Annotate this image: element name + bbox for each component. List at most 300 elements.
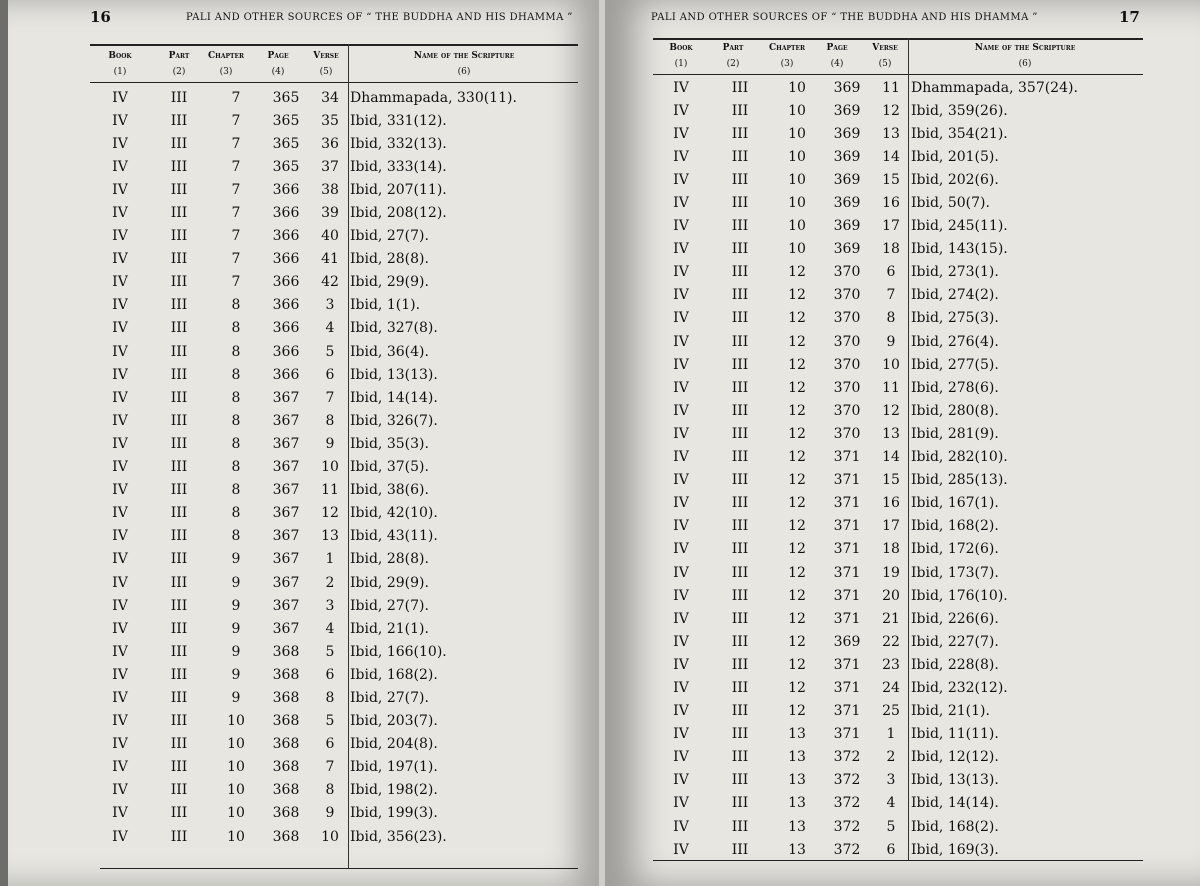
chapter-cell: 10 (788, 125, 806, 142)
table-row (92, 686, 517, 709)
table-row (92, 340, 517, 363)
chapter-cell: 10 (788, 218, 806, 235)
part-cell: III (731, 218, 749, 235)
book-cell: IV (673, 841, 689, 858)
part-cell: III (170, 228, 188, 245)
book-cell: IV (112, 158, 128, 175)
chapter-cell: 7 (231, 112, 241, 129)
verse-cell: 39 (321, 205, 339, 222)
verse-cell: 10 (321, 828, 339, 845)
column-header-scripture: Name of the Scripture (6) (413, 51, 515, 77)
verse-cell: 41 (321, 251, 339, 268)
verse-cell: 11 (882, 379, 900, 396)
book-cell: IV (673, 425, 689, 442)
page-cell: 369 (833, 171, 861, 188)
page-cell: 371 (833, 518, 861, 535)
verse-cell: 6 (886, 264, 896, 281)
book-cell: IV (673, 679, 689, 696)
page-cell: 368 (272, 666, 300, 683)
chapter-cell: 12 (788, 541, 806, 558)
table-row (92, 409, 517, 432)
table-row (653, 238, 1078, 261)
book-cell: IV (112, 112, 128, 129)
verse-cell: 24 (882, 679, 900, 696)
scripture-cell: Ibid, 21(1). (350, 620, 429, 637)
part-cell: III (170, 89, 188, 106)
verse-cell: 10 (882, 356, 900, 373)
verse-cell: 5 (325, 643, 335, 660)
table-row (653, 215, 1078, 238)
page-cell: 367 (272, 389, 300, 406)
part-cell: III (170, 112, 188, 129)
part-cell: III (170, 412, 188, 429)
page-cell: 365 (272, 135, 300, 152)
verse-cell: 3 (325, 297, 335, 314)
scripture-cell: Ibid, 167(1). (911, 495, 999, 512)
page-cell: 367 (272, 412, 300, 429)
table-row (92, 571, 517, 594)
page-cell: 372 (833, 841, 861, 858)
page-cell: 372 (833, 772, 861, 789)
scripture-cell: Dhammapada, 330(11). (350, 89, 517, 106)
book-cell: IV (673, 264, 689, 281)
scripture-cell: Ibid, 1(1). (350, 297, 421, 314)
chapter-cell: 10 (227, 759, 245, 776)
page-cell: 369 (833, 195, 861, 212)
part-cell: III (731, 541, 749, 558)
verse-cell: 12 (882, 402, 900, 419)
scripture-cell: Ibid, 281(9). (911, 425, 999, 442)
page-cell: 367 (272, 597, 300, 614)
table-row (92, 317, 517, 340)
part-cell: III (731, 102, 749, 119)
verse-cell: 8 (325, 782, 335, 799)
verse-cell: 16 (882, 195, 900, 212)
chapter-cell: 13 (788, 749, 806, 766)
page-cell: 370 (833, 287, 861, 304)
header-bottom-rule (653, 74, 1143, 75)
scripture-cell: Ibid, 13(13). (350, 366, 438, 383)
page-cell: 371 (833, 541, 861, 558)
part-cell: III (170, 205, 188, 222)
book-cell: IV (673, 449, 689, 466)
part-cell: III (170, 505, 188, 522)
scripture-cell: Ibid, 168(2). (350, 666, 438, 683)
chapter-cell: 12 (788, 610, 806, 627)
book-cell: IV (112, 251, 128, 268)
running-head: PALI AND OTHER SOURCES OF “ THE BUDDHA AND HIS DHAMMA ” (651, 12, 1038, 23)
scripture-cell: Ibid, 38(6). (350, 482, 429, 499)
page-cell: 367 (272, 435, 300, 452)
scripture-cell: Ibid, 326(7). (350, 412, 438, 429)
table-row (653, 399, 1078, 422)
column-header-scripture: Name of the Scripture (6) (974, 43, 1076, 69)
page-cell: 370 (833, 402, 861, 419)
scripture-cell: Ibid, 143(15). (911, 241, 1008, 258)
verse-cell: 6 (325, 666, 335, 683)
page-cell: 369 (833, 148, 861, 165)
table-row (92, 456, 517, 479)
table-row (653, 561, 1078, 584)
chapter-cell: 7 (231, 89, 241, 106)
chapter-cell: 8 (231, 366, 241, 383)
verse-cell: 8 (886, 310, 896, 327)
part-cell: III (731, 772, 749, 789)
table-row (92, 201, 517, 224)
chapter-cell: 12 (788, 287, 806, 304)
part-cell: III (170, 297, 188, 314)
scripture-cell: Ibid, 331(12). (350, 112, 447, 129)
page-cell: 370 (833, 356, 861, 373)
part-cell: III (170, 620, 188, 637)
book-cell: IV (112, 782, 128, 799)
table-row (92, 502, 517, 525)
part-cell: III (170, 805, 188, 822)
part-cell: III (731, 195, 749, 212)
page-cell: 366 (272, 205, 300, 222)
table-row (92, 594, 517, 617)
part-cell: III (731, 241, 749, 258)
book-cell: IV (673, 148, 689, 165)
part-cell: III (731, 749, 749, 766)
part-cell: III (170, 782, 188, 799)
book-cell: IV (673, 171, 689, 188)
verse-cell: 5 (325, 343, 335, 360)
table-row (653, 630, 1078, 653)
part-cell: III (170, 828, 188, 845)
scripture-cell: Ibid, 275(3). (911, 310, 999, 327)
table-row (92, 155, 517, 178)
verse-cell: 3 (325, 597, 335, 614)
column-header-page: Page (4) (826, 43, 848, 69)
scripture-cell: Ibid, 273(1). (911, 264, 999, 281)
verse-cell: 13 (882, 125, 900, 142)
part-cell: III (731, 726, 749, 743)
table-row (653, 307, 1078, 330)
part-cell: III (170, 459, 188, 476)
part-cell: III (731, 633, 749, 650)
page-cell: 367 (272, 482, 300, 499)
scripture-cell: Ibid, 278(6). (911, 379, 999, 396)
chapter-cell: 13 (788, 795, 806, 812)
scripture-cell: Ibid, 226(6). (911, 610, 999, 627)
table-row (92, 779, 517, 802)
book-cell: IV (112, 736, 128, 753)
page-cell: 367 (272, 459, 300, 476)
verse-cell: 14 (882, 449, 900, 466)
book-cell: IV (112, 135, 128, 152)
page-cell: 366 (272, 181, 300, 198)
table-row (92, 178, 517, 201)
part-cell: III (731, 518, 749, 535)
chapter-cell: 8 (231, 297, 241, 314)
scripture-cell: Ibid, 14(14). (911, 795, 999, 812)
verse-cell: 13 (321, 528, 339, 545)
chapter-cell: 12 (788, 310, 806, 327)
page-cell: 372 (833, 795, 861, 812)
book-cell: IV (673, 356, 689, 373)
part-cell: III (170, 597, 188, 614)
book-cell: IV (673, 541, 689, 558)
page-cell: 369 (833, 241, 861, 258)
part-cell: III (731, 264, 749, 281)
table-row (653, 145, 1078, 168)
part-cell: III (170, 689, 188, 706)
verse-cell: 4 (886, 795, 896, 812)
chapter-cell: 12 (788, 425, 806, 442)
chapter-cell: 9 (231, 689, 241, 706)
scripture-table (653, 76, 1078, 861)
part-cell: III (170, 713, 188, 730)
verse-cell: 7 (325, 389, 335, 406)
table-row (653, 838, 1078, 861)
scripture-cell: Ibid, 37(5). (350, 459, 429, 476)
part-cell: III (170, 251, 188, 268)
chapter-cell: 12 (788, 449, 806, 466)
book-cell: IV (673, 518, 689, 535)
verse-cell: 17 (882, 218, 900, 235)
scripture-cell: Ibid, 354(21). (911, 125, 1008, 142)
book-cell: IV (673, 472, 689, 489)
book-cell: IV (112, 551, 128, 568)
book-cell: IV (112, 274, 128, 291)
book-cell: IV (112, 343, 128, 360)
book-cell: IV (112, 366, 128, 383)
verse-cell: 11 (882, 79, 900, 96)
chapter-cell: 12 (788, 264, 806, 281)
book-cell: IV (673, 772, 689, 789)
part-cell: III (170, 158, 188, 175)
part-cell: III (731, 171, 749, 188)
verse-cell: 7 (886, 287, 896, 304)
page-cell: 366 (272, 297, 300, 314)
scripture-cell: Ibid, 29(9). (350, 274, 429, 291)
table-row (653, 700, 1078, 723)
verse-cell: 38 (321, 181, 339, 198)
part-cell: III (170, 643, 188, 660)
book-cell: IV (673, 818, 689, 835)
scripture-cell: Ibid, 228(8). (911, 656, 999, 673)
scripture-cell: Ibid, 29(9). (350, 574, 429, 591)
part-cell: III (170, 482, 188, 499)
chapter-cell: 10 (227, 713, 245, 730)
part-cell: III (170, 666, 188, 683)
column-header-page: Page (4) (267, 51, 289, 77)
scripture-cell: Ibid, 198(2). (350, 782, 438, 799)
page-cell: 368 (272, 736, 300, 753)
table-row (92, 225, 517, 248)
chapter-cell: 12 (788, 703, 806, 720)
book-cell: IV (112, 574, 128, 591)
scripture-cell: Ibid, 232(12). (911, 679, 1008, 696)
table-row (653, 469, 1078, 492)
verse-cell: 18 (882, 541, 900, 558)
scripture-cell: Ibid, 13(13). (911, 772, 999, 789)
verse-cell: 1 (325, 551, 335, 568)
table-row (92, 248, 517, 271)
chapter-cell: 12 (788, 472, 806, 489)
table-row (653, 607, 1078, 630)
page-cell: 366 (272, 320, 300, 337)
part-cell: III (731, 679, 749, 696)
chapter-cell: 8 (231, 389, 241, 406)
scripture-cell: Ibid, 277(5). (911, 356, 999, 373)
table-row (92, 432, 517, 455)
verse-cell: 22 (882, 633, 900, 650)
scripture-cell: Ibid, 199(3). (350, 805, 438, 822)
table-row (653, 769, 1078, 792)
part-cell: III (731, 472, 749, 489)
scripture-cell: Ibid, 276(4). (911, 333, 999, 350)
part-cell: III (731, 310, 749, 327)
verse-cell: 14 (882, 148, 900, 165)
table-row (653, 353, 1078, 376)
scripture-cell: Ibid, 197(1). (350, 759, 438, 776)
page-cell: 371 (833, 495, 861, 512)
page-cell: 369 (833, 633, 861, 650)
part-cell: III (731, 564, 749, 581)
chapter-cell: 12 (788, 379, 806, 396)
verse-cell: 36 (321, 135, 339, 152)
page-cell: 368 (272, 828, 300, 845)
table-row (653, 422, 1078, 445)
column-header-verse: Verse (5) (313, 51, 339, 77)
page-cell: 368 (272, 689, 300, 706)
chapter-cell: 12 (788, 356, 806, 373)
scripture-cell: Ibid, 27(7). (350, 597, 429, 614)
chapter-cell: 12 (788, 402, 806, 419)
verse-cell: 25 (882, 703, 900, 720)
verse-cell: 15 (882, 472, 900, 489)
chapter-cell: 10 (788, 102, 806, 119)
chapter-cell: 7 (231, 228, 241, 245)
scripture-cell: Ibid, 21(1). (911, 703, 990, 720)
page-cell: 368 (272, 643, 300, 660)
verse-cell: 12 (882, 102, 900, 119)
table-row (92, 617, 517, 640)
book-cell: IV (673, 379, 689, 396)
page-cell: 369 (833, 125, 861, 142)
verse-cell: 2 (886, 749, 896, 766)
table-row (653, 376, 1078, 399)
verse-cell: 11 (321, 482, 339, 499)
verse-cell: 37 (321, 158, 339, 175)
book-cell: IV (673, 218, 689, 235)
table-row (653, 815, 1078, 838)
chapter-cell: 7 (231, 205, 241, 222)
chapter-cell: 10 (227, 736, 245, 753)
part-cell: III (731, 333, 749, 350)
verse-cell: 6 (325, 736, 335, 753)
page-cell: 367 (272, 505, 300, 522)
part-cell: III (731, 656, 749, 673)
verse-cell: 8 (325, 689, 335, 706)
part-cell: III (731, 148, 749, 165)
book-cell: IV (673, 587, 689, 604)
chapter-cell: 9 (231, 643, 241, 660)
part-cell: III (731, 356, 749, 373)
verse-cell: 4 (325, 620, 335, 637)
verse-cell: 15 (882, 171, 900, 188)
scripture-cell: Ibid, 14(14). (350, 389, 438, 406)
page-cell: 368 (272, 713, 300, 730)
table-row (92, 733, 517, 756)
page-cell: 368 (272, 782, 300, 799)
scripture-cell: Ibid, 42(10). (350, 505, 438, 522)
book-cell: IV (112, 689, 128, 706)
page-cell: 371 (833, 679, 861, 696)
book-cell: IV (112, 297, 128, 314)
part-cell: III (170, 181, 188, 198)
part-cell: III (731, 287, 749, 304)
part-cell: III (731, 402, 749, 419)
verse-cell: 2 (325, 574, 335, 591)
column-header-book: Book (1) (669, 43, 693, 69)
page-cell: 371 (833, 587, 861, 604)
scripture-cell: Ibid, 166(10). (350, 643, 447, 660)
book-cell: IV (673, 125, 689, 142)
table-row (653, 676, 1078, 699)
scripture-cell: Ibid, 359(26). (911, 102, 1008, 119)
scripture-cell: Ibid, 28(8). (350, 251, 429, 268)
chapter-cell: 12 (788, 518, 806, 535)
chapter-cell: 9 (231, 551, 241, 568)
verse-cell: 19 (882, 564, 900, 581)
page-cell: 369 (833, 102, 861, 119)
chapter-cell: 7 (231, 135, 241, 152)
verse-cell: 17 (882, 518, 900, 535)
table-row (653, 122, 1078, 145)
scripture-cell: Ibid, 168(2). (911, 518, 999, 535)
page-cell: 368 (272, 759, 300, 776)
part-cell: III (170, 389, 188, 406)
table-bottom-rule (100, 868, 578, 869)
column-header-part: Part (2) (168, 51, 190, 77)
part-cell: III (170, 320, 188, 337)
page-cell: 371 (833, 564, 861, 581)
scripture-cell: Ibid, 285(13). (911, 472, 1008, 489)
book-cell: IV (112, 459, 128, 476)
page-cell: 367 (272, 528, 300, 545)
part-cell: III (731, 425, 749, 442)
chapter-cell: 10 (227, 782, 245, 799)
book-cell: IV (673, 195, 689, 212)
table-row (92, 710, 517, 733)
scripture-cell: Ibid, 12(12). (911, 749, 999, 766)
part-cell: III (170, 528, 188, 545)
column-header-part: Part (2) (722, 43, 744, 69)
verse-cell: 18 (882, 241, 900, 258)
chapter-cell: 10 (788, 241, 806, 258)
scripture-cell: Ibid, 176(10). (911, 587, 1008, 604)
page-cell: 371 (833, 703, 861, 720)
chapter-cell: 8 (231, 459, 241, 476)
table-row (92, 640, 517, 663)
table-row (653, 538, 1078, 561)
part-cell: III (731, 495, 749, 512)
scripture-cell: Ibid, 327(8). (350, 320, 438, 337)
chapter-cell: 12 (788, 656, 806, 673)
book-cell: IV (673, 333, 689, 350)
page-cell: 368 (272, 805, 300, 822)
part-cell: III (170, 343, 188, 360)
scripture-cell: Ibid, 332(13). (350, 135, 447, 152)
page-cell: 371 (833, 656, 861, 673)
chapter-cell: 8 (231, 343, 241, 360)
column-header-verse: Verse (5) (872, 43, 898, 69)
page-cell: 366 (272, 343, 300, 360)
scripture-cell: Ibid, 11(11). (911, 726, 999, 743)
